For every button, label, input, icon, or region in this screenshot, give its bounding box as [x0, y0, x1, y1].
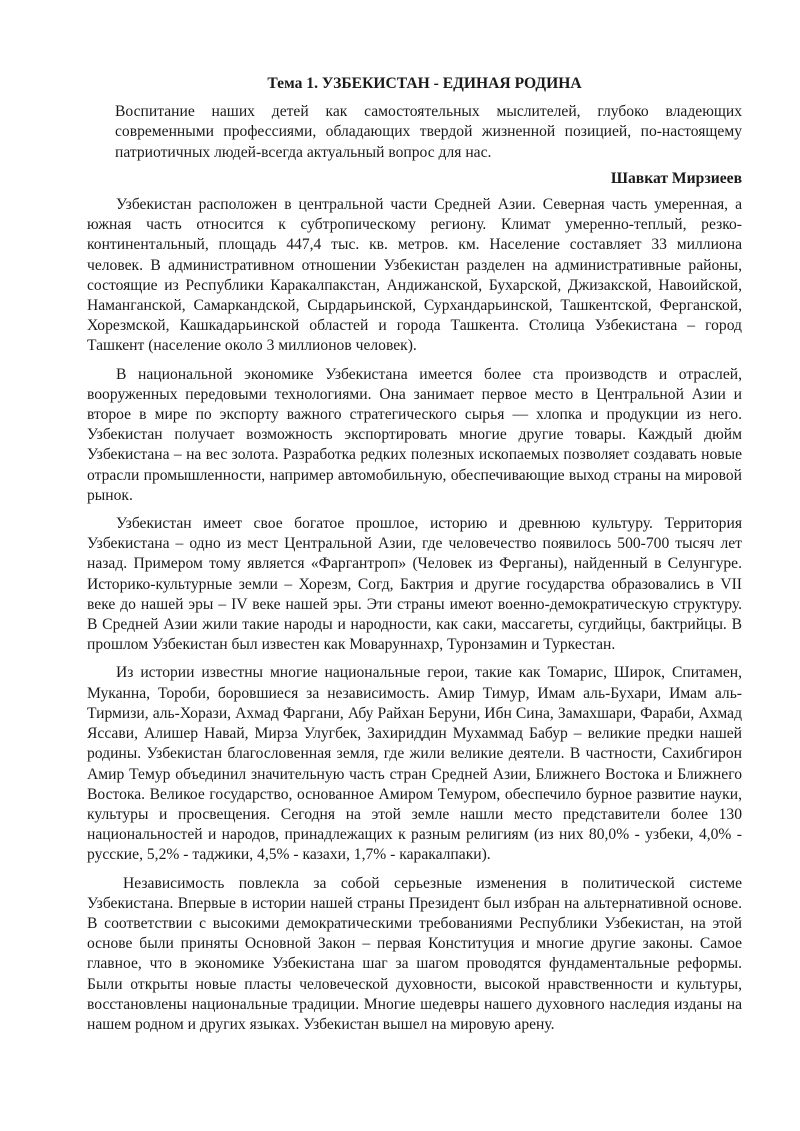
- paragraph-economy: В национальной экономике Узбекистана имеется более ста производств и отраслей, вооруженных передовыми технологиями. Она занимает первое место в Центральной Азии и второе в мире по экспорту важного стратегического сырья — хлопка и продукции из него. Узбекистан получает возможность экспортировать многие другие товары. Каждый дюйм Узбекистана – на вес золота. Разработка редких полезных ископаемых позволяет создавать новые отрасли промышленности, например автомобильную, обеспечивающие выход страны на мировой рынок.: [87, 365, 742, 504]
- paragraph-heroes: Из истории известны многие национальные герои, такие как Томарис, Широк, Спитамен, Муканна, Тороби, боровшиеся за независимость. Амир Тимур, Имам аль-Бухари, Имам аль-Тирмизи, аль-Хорази, Ахмад Фаргани, Абу Райхан Беруни, Ибн Сина, Замахшари, Фараби, Ахмад Яссави, Алишер Навай, Мирза Улугбек, Захириддин Мухаммад Бабур – великие предки нашей родины. Узбекистан благословенная земля, где жили великие деятели. В частности, Сахибгирон Амир Темур объединил значительную часть стран Средней Азии, Ближнего Востока и Ближнего Востока. Великое государство, основанное Амиром Темуром, обеспечило бурное развитие науки, культуры и просвещения. Сегодня на этой земле нашли место представители более 130 национальностей и народов, принадлежащих к разным религиям (из них 80,0% - узбеки, 4,0% - русские, 5,2% - таджики, 4,5% - казахи, 1,7% - каракалпаки).: [87, 664, 742, 864]
- paragraph-independence: Независимость повлекла за собой серьезные изменения в политической системе Узбекистана. Впервые в истории нашей страны Президент был избран на альтернативной основе. В соответствии с высокими демократическими требованиями Республики Узбекистан, на этой основе были приняты Основной Закон – первая Конституция и многие другие законы. Самое главное, что в экономике Узбекистана шаг за шагом проводятся фундаментальные реформы. Были открыты новые пласты человеческой духовности, высокой нравственности и культуры, восстановлены национальные традиции. Многие шедевры нашего духовного наследия изданы на нашем родном и других языках. Узбекистан вышел на мировую арену.: [87, 874, 742, 1033]
- epigraph-author: Шавкат Мирзиеев: [610, 169, 742, 187]
- paragraph-history: Узбекистан имеет свое богатое прошлое, историю и древнюю культуру. Территория Узбекистана – одно из мест Центральной Азии, где человечество появилось 500-700 тысяч лет назад. Примером тому является «Фаргантроп» (Человек из Ферганы), найденный в Селунгуре. Историко-культурные земли – Хорезм, Согд, Бактрия и другие государства образовались в VII веке до нашей эры – IV веке нашей эры. Эти страны имеют военно-демократическую структуру. В Средней Азии жили такие народы и народности, как саки, массагеты, сугдийцы, бактрийцы. В прошлом Узбекистан был известен как Моваруннахр, Туронзамин и Туркестан.: [87, 515, 742, 654]
- epigraph-quote: Воспитание наших детей как самостоятельных мыслителей, глубоко владеющих современными профессиями, обладающих твердой жизненной позицией, по-настоящему патриотичных людей-всегда актуальный вопрос для нас.: [115, 103, 742, 161]
- paragraph-geography: Узбекистан расположен в центральной части Средней Азии. Северная часть умеренная, а южная часть относится к субтропическому региону. Климат умеренно-теплый, резко-континентальный, площадь 447,4 тыс. кв. метров. км. Население составляет 33 миллиона человек. В административном отношении Узбекистан разделен на административные районы, состоящие из Республики Каракалпакстан, Андижанской, Бухарской, Джизакской, Навоийской, Наманганской, Самаркандской, Сырдарьинской, Сурхандарьинской, Ташкентской, Ферганской, Хорезмской, Кашкадарьинской областей и города Ташкента. Столица Узбекистана – город Ташкент (население около 3 миллионов человек).: [87, 196, 742, 355]
- document-title: Тема 1. УЗБЕКИСТАН - ЕДИНАЯ РОДИНА: [267, 75, 582, 92]
